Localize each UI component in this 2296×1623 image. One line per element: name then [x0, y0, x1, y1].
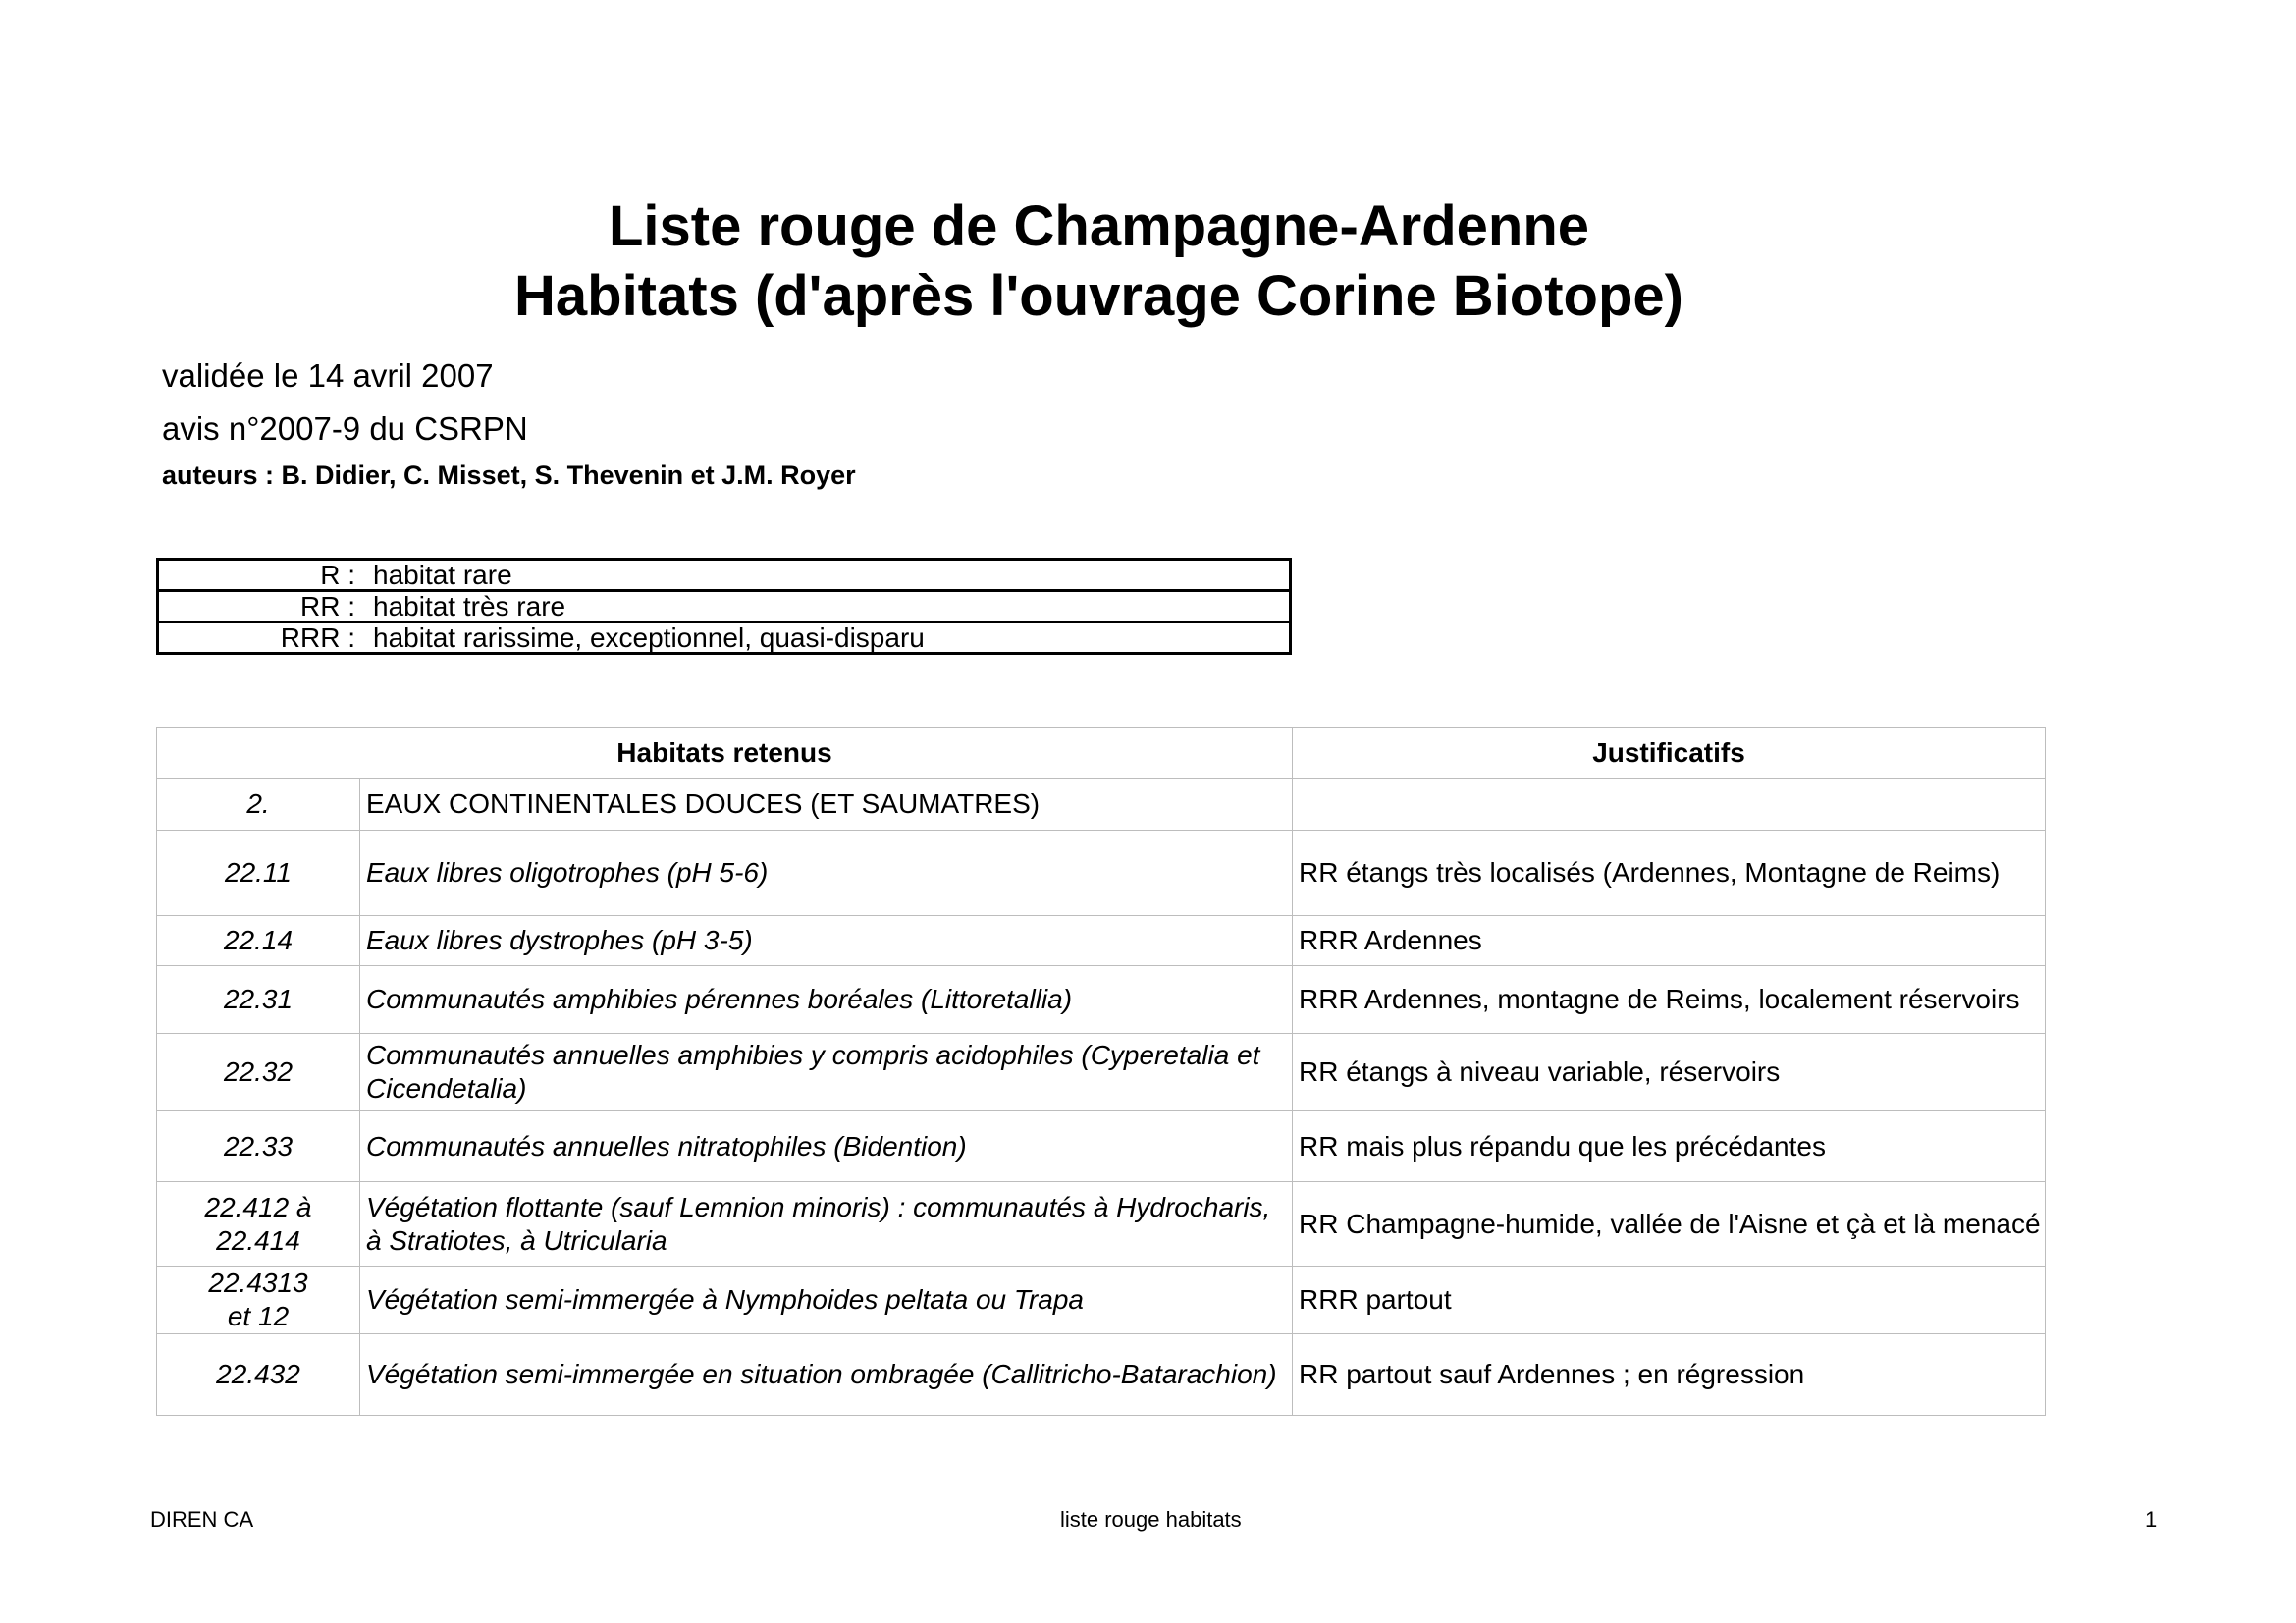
- table-row: [157, 916, 2046, 966]
- habitat-justification: RR mais plus répandu que les précédantes: [1293, 1111, 2046, 1182]
- authors-line: auteurs : B. Didier, C. Misset, S. Thevenin et J.M. Royer: [162, 460, 856, 490]
- table-row: [157, 1034, 2046, 1111]
- table-row: [157, 831, 2046, 916]
- legend-row: [158, 622, 1291, 654]
- habitat-name: Communautés annuelles nitratophiles (Bidention): [360, 1111, 1293, 1182]
- habitat-code: 2.: [157, 779, 360, 831]
- habitat-code: 22.33: [157, 1111, 360, 1182]
- habitat-code: 22.32: [157, 1034, 360, 1111]
- habitat-name: Communautés amphibies pérennes boréales (Littoretallia): [360, 966, 1293, 1034]
- legend-label: habitat rarissime, exceptionnel, quasi-disparu: [365, 622, 1291, 654]
- habitat-name: Végétation flottante (sauf Lemnion minoris) : communautés à Hydrocharis, à Stratiotes, à Utricularia: [360, 1182, 1293, 1267]
- legend-label: habitat rare: [365, 560, 1291, 591]
- validation-date: validée le 14 avril 2007: [162, 357, 494, 394]
- legend-code: R :: [158, 560, 366, 591]
- table-row: [157, 966, 2046, 1034]
- habitat-justification: RR partout sauf Ardennes ; en régression: [1293, 1334, 2046, 1416]
- habitat-justification: RRR partout: [1293, 1267, 2046, 1334]
- legend-row: [158, 591, 1291, 622]
- habitat-name: Végétation semi-immergée en situation ombragée (Callitricho-Batarachion): [360, 1334, 1293, 1416]
- opinion-reference: avis n°2007-9 du CSRPN: [162, 410, 528, 447]
- legend-code: RRR :: [158, 622, 366, 654]
- legend-code: RR :: [158, 591, 366, 622]
- habitat-justification: [1293, 779, 2046, 831]
- habitat-name: Eaux libres dystrophes (pH 3-5): [360, 916, 1293, 966]
- footer-page-number: 1: [2145, 1507, 2158, 1532]
- table-row: [157, 1334, 2046, 1416]
- table-row: [157, 1267, 2046, 1334]
- table-row: [157, 1111, 2046, 1182]
- habitats-table: [156, 727, 2046, 1416]
- habitat-justification: RR étangs très localisés (Ardennes, Montagne de Reims): [1293, 831, 2046, 916]
- habitat-code: 22.11: [157, 831, 360, 916]
- habitat-code: 22.432: [157, 1334, 360, 1416]
- rarity-legend: [156, 558, 1292, 655]
- habitat-code: 22.14: [157, 916, 360, 966]
- title-line-2: Habitats (d'après l'ouvrage Corine Biotope): [514, 264, 1683, 328]
- habitat-code: 22.31: [157, 966, 360, 1034]
- footer-document-name: liste rouge habitats: [1060, 1507, 1242, 1532]
- habitat-justification: RRR Ardennes, montagne de Reims, localement réservoirs: [1293, 966, 2046, 1034]
- habitat-name: EAUX CONTINENTALES DOUCES (ET SAUMATRES): [360, 779, 1293, 831]
- table-row: [157, 1182, 2046, 1267]
- habitat-name: Eaux libres oligotrophes (pH 5-6): [360, 831, 1293, 916]
- document-title: [0, 191, 2198, 331]
- habitat-name: Végétation semi-immergée à Nymphoides peltata ou Trapa: [360, 1267, 1293, 1334]
- header-habitats: Habitats retenus: [157, 728, 1293, 779]
- title-line-1: Liste rouge de Champagne-Ardenne: [608, 194, 1590, 258]
- table-header-row: [157, 728, 2046, 779]
- habitat-name: Communautés annuelles amphibies y compris acidophiles (Cyperetalia et Cicendetalia): [360, 1034, 1293, 1111]
- habitat-justification: RRR Ardennes: [1293, 916, 2046, 966]
- habitat-code: 22.4313 et 12: [157, 1267, 360, 1334]
- legend-label: habitat très rare: [365, 591, 1291, 622]
- table-row: [157, 779, 2046, 831]
- footer-organization: DIREN CA: [150, 1507, 254, 1532]
- habitat-justification: RR Champagne-humide, vallée de l'Aisne et çà et là menacé: [1293, 1182, 2046, 1267]
- habitat-code: 22.412 à 22.414: [157, 1182, 360, 1267]
- legend-row: [158, 560, 1291, 591]
- habitat-justification: RR étangs à niveau variable, réservoirs: [1293, 1034, 2046, 1111]
- header-justificatifs: Justificatifs: [1293, 728, 2046, 779]
